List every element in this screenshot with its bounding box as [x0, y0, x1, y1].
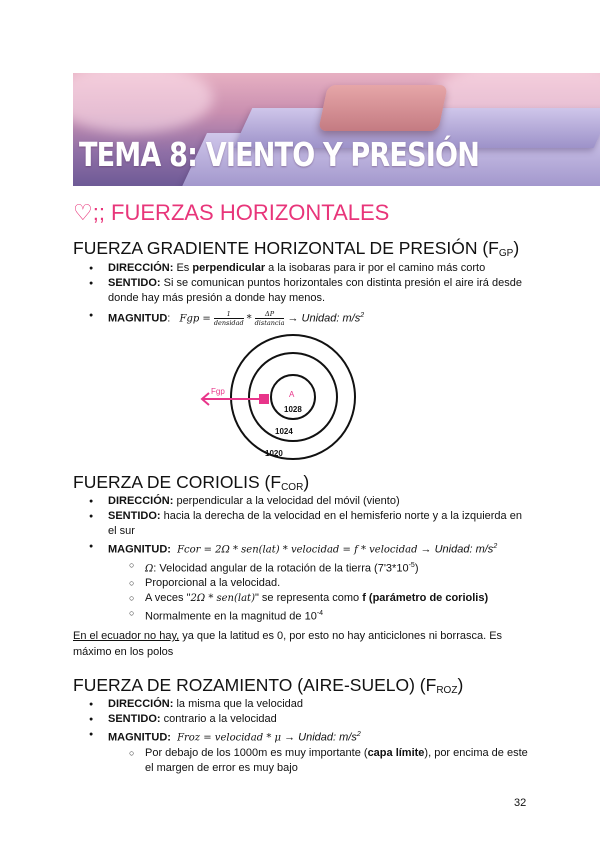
fraction-density: $\frac{1}{\text{densidad}}$ [213, 310, 244, 328]
point-a-marker [259, 394, 269, 404]
section-title: ♡;; FUERZAS HORIZONTALES [73, 200, 390, 225]
isobar-label-1020: 1020 [265, 449, 283, 458]
sub-item-parameter: ○ A veces "2Ω * sen(lat)" se representa como f (parámetro de coriolis) [73, 591, 533, 606]
list-item-magnitud: ● MAGNITUD: Froz = velocidad * μ → Unidad: $m/s^2$ [73, 727, 533, 746]
coriolis-force-list [73, 494, 533, 625]
list-item-direccion: ● DIRECCIÓN: Es perpendicular a la isobaras para ir por el camino más corto [73, 261, 533, 276]
bed-decoration [318, 85, 448, 131]
list-item-magnitud: ● MAGNITUD: Fcor = 2Ω * sen(lat) * velocidad = f * velocidad → Unidad: $m/s^2$ [73, 539, 533, 558]
header-banner [73, 73, 600, 186]
point-label: A [289, 390, 295, 399]
sub-item-magnitude-order: ○ Normalmente en la magnitud de $10^{-4}$ [73, 606, 533, 625]
heading-gradient-force: FUERZA GRADIENTE HORIZONTAL DE PRESIÓN $(F_{GP})$ [73, 238, 520, 259]
list-item-magnitud: ● MAGNITUD: Fgp = $\frac{1}{\text{densidad}}$ * $\frac{\Delta P}{\text{distancia}}$ → Unidad: $m/s^2$ [73, 308, 533, 327]
page-title: TEMA 8: VIENTO Y PRESIÓN [79, 135, 480, 174]
sub-item-omega: ○ Ω: Velocidad angular de la rotación de la tierra $(7'3*10^{-5})$ [73, 558, 533, 577]
friction-force-list [73, 697, 533, 776]
list-item-sentido: ● SENTIDO: hacia la derecha de la velocidad en el hemisferio norte y a la izquierda en el sur [73, 509, 533, 539]
isobar-label-1024: 1024 [275, 427, 293, 436]
isobar-diagram [195, 330, 365, 460]
heading-friction-force: FUERZA DE ROZAMIENTO (AIRE-SUELO) $(F_{ROZ})$ [73, 675, 464, 696]
force-label: Fgp [211, 387, 225, 396]
list-item-sentido: ● SENTIDO: contrario a la velocidad [73, 712, 533, 727]
list-item-direccion: ● DIRECCIÓN: perpendicular a la velocidad del móvil (viento) [73, 494, 533, 509]
gradient-force-list [73, 261, 533, 327]
ecuador-paragraph: En el ecuador no hay, ya que la latitud es 0, por esto no hay anticiclones ni borrasca. Es máximo en los polos [73, 630, 503, 658]
heading-coriolis-force: FUERZA DE CORIOLIS $(F_{COR})$ [73, 472, 310, 493]
page-number: 32 [514, 797, 527, 809]
cloud-decoration [73, 73, 213, 133]
isobar-label-1028: 1028 [284, 405, 302, 414]
list-item-sentido: ● SENTIDO: Si se comunican puntos horizontales con distinta presión el aire irá desde donde hay más presión a donde hay menos. [73, 276, 533, 306]
list-item-direccion: ● DIRECCIÓN: la misma que la velocidad [73, 697, 533, 712]
sub-item-boundary-layer: ○ Por debajo de los 1000m es muy importante (capa límite), por encima de este el margen de error es muy bajo [73, 746, 533, 776]
fraction-pressure: $\frac{\Delta P}{\text{distancia}}$ [254, 310, 285, 328]
sub-item-proportional: ○ Proporcional a la velocidad. [73, 576, 533, 591]
